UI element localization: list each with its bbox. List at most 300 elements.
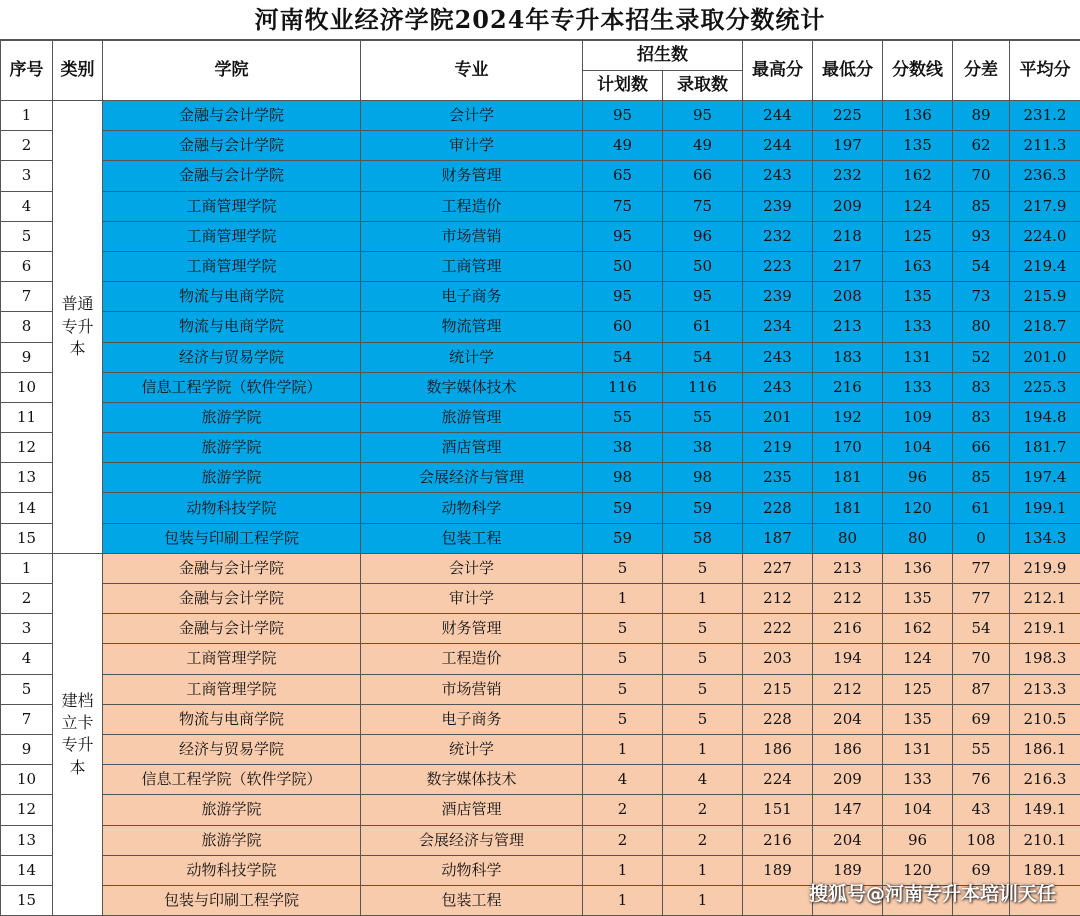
cell-planned: 95: [583, 221, 663, 251]
cell-major: 酒店管理: [361, 795, 583, 825]
table-row: [1, 191, 1080, 221]
cell-diff: 0: [953, 523, 1010, 553]
cell-min: 204: [813, 825, 883, 855]
cell-min: 170: [813, 433, 883, 463]
cell-avg: 212.1: [1010, 584, 1080, 614]
cell-min: 197: [813, 131, 883, 161]
cell-major: 审计学: [361, 131, 583, 161]
cell-avg: 210.5: [1010, 704, 1080, 734]
cell-avg: 199.1: [1010, 493, 1080, 523]
table-row: [1, 704, 1080, 734]
cell-admitted: 61: [663, 312, 743, 342]
cell-major: 会展经济与管理: [361, 463, 583, 493]
cell-diff: 77: [953, 584, 1010, 614]
cell-cutoff: 133: [883, 372, 953, 402]
cell-college: 工商管理学院: [103, 674, 361, 704]
cell-cutoff: 133: [883, 765, 953, 795]
cell-planned: 59: [583, 493, 663, 523]
table-row: [1, 855, 1080, 885]
cell-avg: 213.3: [1010, 674, 1080, 704]
cell-college: 工商管理学院: [103, 251, 361, 281]
cell-diff: 73: [953, 282, 1010, 312]
cell-seq: 9: [1, 342, 53, 372]
header-planned: 计划数: [583, 71, 663, 101]
cell-max: 239: [743, 282, 813, 312]
cell-college: 动物科技学院: [103, 855, 361, 885]
cell-seq: 1: [1, 101, 53, 131]
cell-min: 181: [813, 493, 883, 523]
cell-admitted: 1: [663, 855, 743, 885]
cell-max: 228: [743, 493, 813, 523]
cell-admitted: 58: [663, 523, 743, 553]
table-title: 河南牧业经济学院2024年专升本招生录取分数统计: [0, 0, 1080, 40]
cell-college: 物流与电商学院: [103, 704, 361, 734]
cell-admitted: 1: [663, 734, 743, 764]
cell-max: 222: [743, 614, 813, 644]
cell-college: 经济与贸易学院: [103, 734, 361, 764]
cell-min: 186: [813, 734, 883, 764]
table-row: [1, 101, 1080, 131]
cell-planned: 5: [583, 674, 663, 704]
cell-max: 186: [743, 734, 813, 764]
cell-college: 信息工程学院（软件学院）: [103, 765, 361, 795]
header-cutoff: 分数线: [883, 41, 953, 101]
cell-major: 工程造价: [361, 191, 583, 221]
cell-diff: 69: [953, 855, 1010, 885]
cell-admitted: 49: [663, 131, 743, 161]
cell-admitted: 116: [663, 372, 743, 402]
cell-planned: 1: [583, 584, 663, 614]
header-min: 最低分: [813, 41, 883, 101]
cell-cutoff: 125: [883, 221, 953, 251]
cell-avg: 217.9: [1010, 191, 1080, 221]
cell-cutoff: 131: [883, 342, 953, 372]
cell-diff: 69: [953, 704, 1010, 734]
cell-min: 204: [813, 704, 883, 734]
cell-avg: 219.1: [1010, 614, 1080, 644]
cell-admitted: 66: [663, 161, 743, 191]
header-category: 类别: [53, 41, 103, 101]
cell-planned: 98: [583, 463, 663, 493]
header-enroll-group: 招生数: [583, 41, 743, 71]
cell-diff: [953, 885, 1010, 915]
table-row: [1, 312, 1080, 342]
table-row: [1, 795, 1080, 825]
cell-major: 财务管理: [361, 161, 583, 191]
cell-admitted: 50: [663, 251, 743, 281]
table-row: [1, 342, 1080, 372]
cell-min: 216: [813, 614, 883, 644]
table-row: [1, 221, 1080, 251]
cell-major: 统计学: [361, 734, 583, 764]
cell-planned: 5: [583, 644, 663, 674]
cell-avg: 224.0: [1010, 221, 1080, 251]
table-row: [1, 463, 1080, 493]
cell-avg: 198.3: [1010, 644, 1080, 674]
cell-planned: 38: [583, 433, 663, 463]
cell-major: 会展经济与管理: [361, 825, 583, 855]
cell-seq: 13: [1, 463, 53, 493]
category-cell: [53, 101, 103, 554]
cell-admitted: 95: [663, 101, 743, 131]
cell-planned: 60: [583, 312, 663, 342]
cell-max: 234: [743, 312, 813, 342]
cell-diff: 54: [953, 251, 1010, 281]
cell-seq: 5: [1, 221, 53, 251]
cell-max: 203: [743, 644, 813, 674]
cell-major: 数字媒体技术: [361, 372, 583, 402]
cell-major: 动物科学: [361, 855, 583, 885]
cell-diff: 85: [953, 463, 1010, 493]
cell-max: 228: [743, 704, 813, 734]
cell-seq: 3: [1, 614, 53, 644]
cell-college: 经济与贸易学院: [103, 342, 361, 372]
table-row: [1, 584, 1080, 614]
cell-college: 金融与会计学院: [103, 553, 361, 583]
cell-avg: 231.2: [1010, 101, 1080, 131]
cell-college: 工商管理学院: [103, 191, 361, 221]
cell-planned: 55: [583, 402, 663, 432]
cell-min: 209: [813, 765, 883, 795]
cell-avg: 225.3: [1010, 372, 1080, 402]
cell-min: 192: [813, 402, 883, 432]
cell-major: 审计学: [361, 584, 583, 614]
cell-planned: 49: [583, 131, 663, 161]
table-row: [1, 161, 1080, 191]
cell-avg: 134.3: [1010, 523, 1080, 553]
cell-college: 金融与会计学院: [103, 584, 361, 614]
table-row: [1, 614, 1080, 644]
cell-cutoff: 135: [883, 704, 953, 734]
cell-major: 旅游管理: [361, 402, 583, 432]
header-max: 最高分: [743, 41, 813, 101]
watermark: 搜狐号@河南专升本培训天任: [808, 883, 1056, 905]
category-label: 普通专升本: [61, 294, 94, 359]
cell-max: 232: [743, 221, 813, 251]
cell-cutoff: 124: [883, 191, 953, 221]
cell-planned: 5: [583, 704, 663, 734]
cell-cutoff: 109: [883, 402, 953, 432]
header-diff: 分差: [953, 41, 1010, 101]
cell-seq: 15: [1, 885, 53, 915]
cell-admitted: 5: [663, 553, 743, 583]
cell-major: 工商管理: [361, 251, 583, 281]
cell-min: 216: [813, 372, 883, 402]
cell-college: 工商管理学院: [103, 644, 361, 674]
cell-seq: 9: [1, 734, 53, 764]
cell-diff: 43: [953, 795, 1010, 825]
cell-major: 包装工程: [361, 523, 583, 553]
table-row: [1, 885, 1080, 915]
cell-seq: 14: [1, 493, 53, 523]
cell-planned: 95: [583, 101, 663, 131]
table-row: [1, 372, 1080, 402]
cell-admitted: 55: [663, 402, 743, 432]
cell-min: 80: [813, 523, 883, 553]
cell-avg: 218.7: [1010, 312, 1080, 342]
cell-cutoff: 136: [883, 101, 953, 131]
cell-diff: 83: [953, 372, 1010, 402]
cell-admitted: 4: [663, 765, 743, 795]
cell-min: 218: [813, 221, 883, 251]
cell-major: 包装工程: [361, 885, 583, 915]
cell-avg: 210.1: [1010, 825, 1080, 855]
cell-avg: 219.9: [1010, 553, 1080, 583]
cell-avg: 215.9: [1010, 282, 1080, 312]
cell-major: 电子商务: [361, 282, 583, 312]
table-row: [1, 553, 1080, 583]
cell-cutoff: 135: [883, 282, 953, 312]
cell-major: 统计学: [361, 342, 583, 372]
cell-college: 金融与会计学院: [103, 614, 361, 644]
cell-avg: 216.3: [1010, 765, 1080, 795]
table-row: [1, 734, 1080, 764]
cell-admitted: 75: [663, 191, 743, 221]
cell-seq: 5: [1, 674, 53, 704]
cell-admitted: 1: [663, 885, 743, 915]
cell-diff: 70: [953, 644, 1010, 674]
cell-max: 227: [743, 553, 813, 583]
cell-cutoff: 136: [883, 553, 953, 583]
cell-diff: 108: [953, 825, 1010, 855]
cell-min: 209: [813, 191, 883, 221]
cell-seq: 7: [1, 282, 53, 312]
cell-seq: 10: [1, 765, 53, 795]
cell-seq: 12: [1, 795, 53, 825]
cell-admitted: 54: [663, 342, 743, 372]
cell-max: 219: [743, 433, 813, 463]
cell-max: 215: [743, 674, 813, 704]
cell-min: 212: [813, 674, 883, 704]
cell-college: 工商管理学院: [103, 221, 361, 251]
cell-cutoff: 104: [883, 433, 953, 463]
cell-cutoff: 124: [883, 644, 953, 674]
table-row: [1, 402, 1080, 432]
cell-min: 232: [813, 161, 883, 191]
cell-planned: 2: [583, 825, 663, 855]
cell-avg: 219.4: [1010, 251, 1080, 281]
cell-planned: 5: [583, 614, 663, 644]
cell-max: 212: [743, 584, 813, 614]
cell-diff: 55: [953, 734, 1010, 764]
cell-min: 189: [813, 855, 883, 885]
cell-cutoff: 120: [883, 855, 953, 885]
cell-avg: 211.3: [1010, 131, 1080, 161]
cell-seq: 1: [1, 553, 53, 583]
cell-college: 旅游学院: [103, 795, 361, 825]
cell-avg: 194.8: [1010, 402, 1080, 432]
cell-planned: 95: [583, 282, 663, 312]
cell-planned: 5: [583, 553, 663, 583]
cell-admitted: 1: [663, 584, 743, 614]
table-row: [1, 251, 1080, 281]
cell-cutoff: 131: [883, 734, 953, 764]
cell-admitted: 59: [663, 493, 743, 523]
cell-major: 会计学: [361, 101, 583, 131]
cell-major: 动物科学: [361, 493, 583, 523]
cell-cutoff: 135: [883, 584, 953, 614]
category-label: 建档立卡专升本: [61, 690, 94, 777]
cell-diff: 52: [953, 342, 1010, 372]
cell-seq: 2: [1, 584, 53, 614]
cell-college: 物流与电商学院: [103, 282, 361, 312]
cell-college: 金融与会计学院: [103, 131, 361, 161]
cell-min: 183: [813, 342, 883, 372]
cell-min: 225: [813, 101, 883, 131]
cell-max: 223: [743, 251, 813, 281]
cell-seq: 7: [1, 704, 53, 734]
cell-max: 224: [743, 765, 813, 795]
cell-max: 239: [743, 191, 813, 221]
cell-min: 212: [813, 584, 883, 614]
cell-admitted: 96: [663, 221, 743, 251]
cell-admitted: 2: [663, 795, 743, 825]
cell-planned: 75: [583, 191, 663, 221]
table-body: [1, 101, 1080, 916]
cell-cutoff: 163: [883, 251, 953, 281]
cell-major: 会计学: [361, 553, 583, 583]
table-row: [1, 433, 1080, 463]
cell-avg: 189.1: [1010, 855, 1080, 885]
cell-diff: 62: [953, 131, 1010, 161]
cell-admitted: 38: [663, 433, 743, 463]
cell-max: 201: [743, 402, 813, 432]
cell-cutoff: 135: [883, 131, 953, 161]
category-cell: [53, 553, 103, 915]
admission-score-table: [0, 40, 1080, 916]
header-admitted: 录取数: [663, 71, 743, 101]
cell-max: 151: [743, 795, 813, 825]
cell-cutoff: 120: [883, 493, 953, 523]
cell-avg: 181.7: [1010, 433, 1080, 463]
header-avg: 平均分: [1010, 41, 1080, 101]
cell-major: 物流管理: [361, 312, 583, 342]
cell-avg: 236.3: [1010, 161, 1080, 191]
cell-avg: [1010, 885, 1080, 915]
cell-college: 动物科技学院: [103, 493, 361, 523]
header-seq: 序号: [1, 41, 53, 101]
table-row: [1, 644, 1080, 674]
cell-seq: 11: [1, 402, 53, 432]
cell-diff: 54: [953, 614, 1010, 644]
cell-diff: 87: [953, 674, 1010, 704]
table-row: [1, 825, 1080, 855]
cell-diff: 77: [953, 553, 1010, 583]
cell-cutoff: 125: [883, 674, 953, 704]
cell-cutoff: 162: [883, 614, 953, 644]
header-college: 学院: [103, 41, 361, 101]
cell-admitted: 95: [663, 282, 743, 312]
cell-diff: 76: [953, 765, 1010, 795]
cell-seq: 12: [1, 433, 53, 463]
cell-cutoff: 104: [883, 795, 953, 825]
cell-min: 208: [813, 282, 883, 312]
table-row: [1, 765, 1080, 795]
cell-college: 金融与会计学院: [103, 101, 361, 131]
table-row: [1, 131, 1080, 161]
cell-min: [813, 885, 883, 915]
cell-diff: 70: [953, 161, 1010, 191]
cell-seq: 10: [1, 372, 53, 402]
cell-college: 旅游学院: [103, 402, 361, 432]
cell-cutoff: 80: [883, 523, 953, 553]
cell-major: 财务管理: [361, 614, 583, 644]
cell-seq: 13: [1, 825, 53, 855]
cell-planned: 54: [583, 342, 663, 372]
cell-max: 244: [743, 131, 813, 161]
cell-max: 243: [743, 342, 813, 372]
cell-diff: 85: [953, 191, 1010, 221]
cell-admitted: 5: [663, 614, 743, 644]
table-row: [1, 523, 1080, 553]
cell-max: 243: [743, 161, 813, 191]
cell-cutoff: 96: [883, 825, 953, 855]
cell-seq: 2: [1, 131, 53, 161]
cell-avg: 149.1: [1010, 795, 1080, 825]
cell-major: 电子商务: [361, 704, 583, 734]
cell-seq: 8: [1, 312, 53, 342]
cell-planned: 116: [583, 372, 663, 402]
cell-max: 216: [743, 825, 813, 855]
cell-college: 旅游学院: [103, 433, 361, 463]
cell-diff: 83: [953, 402, 1010, 432]
cell-diff: 80: [953, 312, 1010, 342]
cell-planned: 2: [583, 795, 663, 825]
cell-college: 金融与会计学院: [103, 161, 361, 191]
cell-major: 市场营销: [361, 221, 583, 251]
table-row: [1, 674, 1080, 704]
cell-college: 旅游学院: [103, 825, 361, 855]
cell-seq: 15: [1, 523, 53, 553]
cell-seq: 14: [1, 855, 53, 885]
cell-max: 235: [743, 463, 813, 493]
cell-min: 217: [813, 251, 883, 281]
cell-admitted: 98: [663, 463, 743, 493]
cell-avg: 186.1: [1010, 734, 1080, 764]
cell-max: [743, 885, 813, 915]
cell-college: 包装与印刷工程学院: [103, 885, 361, 915]
cell-avg: 201.0: [1010, 342, 1080, 372]
cell-cutoff: 96: [883, 463, 953, 493]
cell-cutoff: 162: [883, 161, 953, 191]
cell-admitted: 5: [663, 644, 743, 674]
cell-max: 187: [743, 523, 813, 553]
cell-seq: 3: [1, 161, 53, 191]
cell-admitted: 2: [663, 825, 743, 855]
cell-major: 市场营销: [361, 674, 583, 704]
cell-planned: 1: [583, 885, 663, 915]
cell-planned: 1: [583, 855, 663, 885]
cell-diff: 93: [953, 221, 1010, 251]
cell-seq: 4: [1, 191, 53, 221]
cell-planned: 4: [583, 765, 663, 795]
cell-planned: 1: [583, 734, 663, 764]
header-major: 专业: [361, 41, 583, 101]
cell-college: 包装与印刷工程学院: [103, 523, 361, 553]
cell-diff: 61: [953, 493, 1010, 523]
cell-seq: 6: [1, 251, 53, 281]
cell-max: 189: [743, 855, 813, 885]
cell-diff: 89: [953, 101, 1010, 131]
cell-max: 243: [743, 372, 813, 402]
cell-admitted: 5: [663, 674, 743, 704]
cell-avg: 197.4: [1010, 463, 1080, 493]
cell-admitted: 5: [663, 704, 743, 734]
table-row: [1, 493, 1080, 523]
cell-min: 213: [813, 312, 883, 342]
table-row: [1, 282, 1080, 312]
cell-college: 物流与电商学院: [103, 312, 361, 342]
